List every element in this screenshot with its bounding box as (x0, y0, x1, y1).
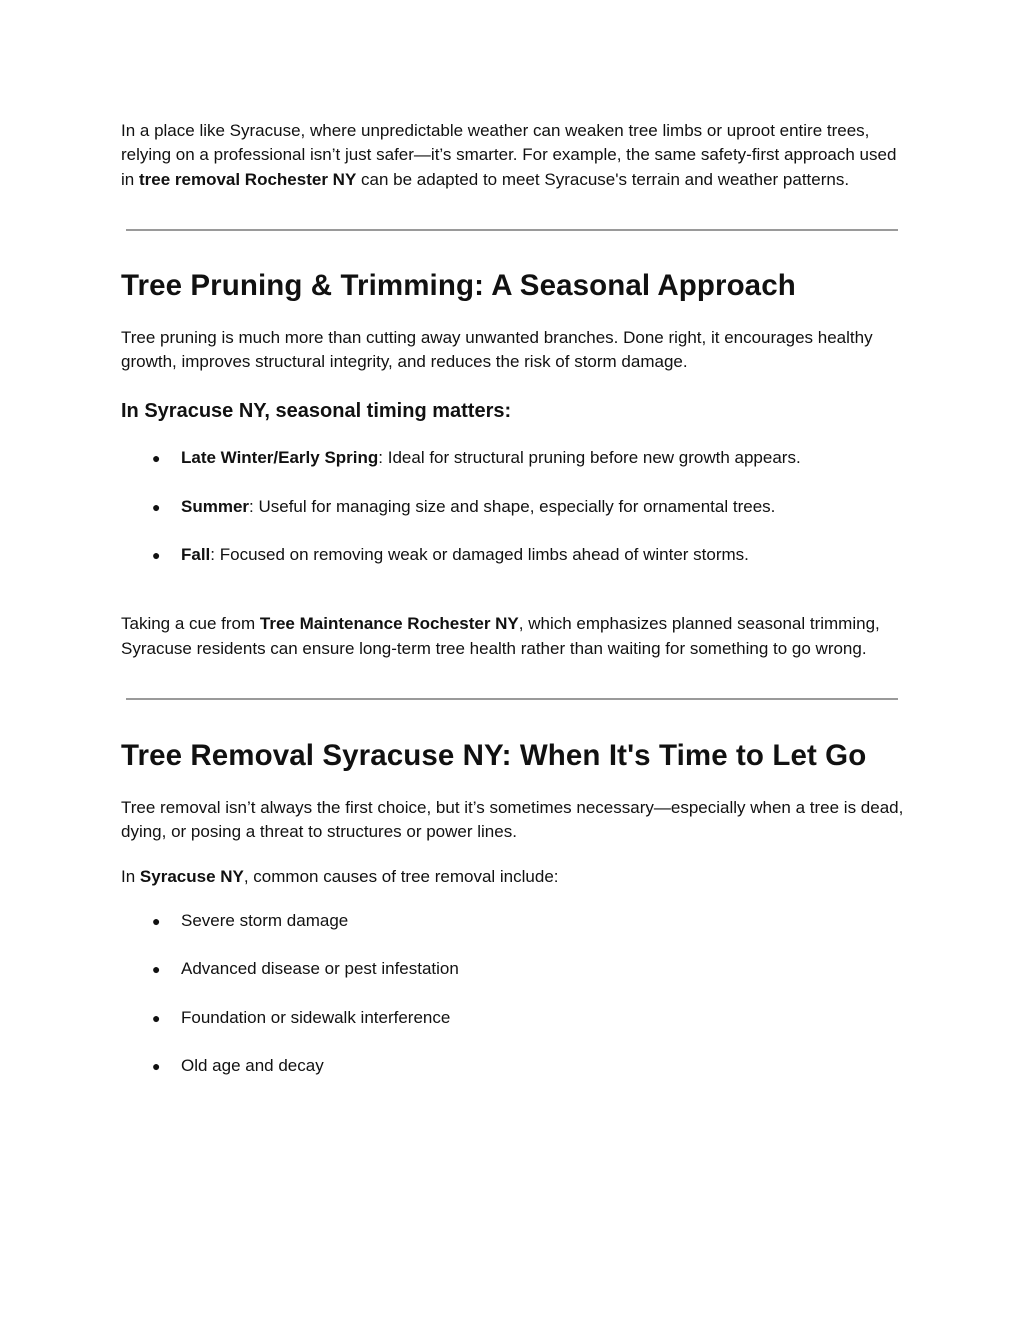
list-item (121, 495, 905, 519)
bullet-icon: ● (152, 1009, 161, 1026)
closing-bold-link-text: Tree Maintenance Rochester NY (259, 614, 519, 634)
bullet-icon: ● (152, 1058, 161, 1075)
removal-heading: Tree Removal Syracuse NY: When It's Time to Let Go (121, 739, 867, 773)
bullet-icon: ● (152, 450, 161, 467)
removal-lead-paragraph (121, 865, 905, 889)
removal-paragraph: Tree removal isn’t always the first choice, but it’s sometimes necessary—especially when a tree is dead, dying, or posing a threat to structures or power lines. (121, 798, 904, 842)
intro-bold-link-text: tree removal Rochester NY (138, 169, 357, 189)
list-item-text: Advanced disease or pest infestation (181, 959, 459, 979)
list-item-term: Fall (181, 545, 211, 565)
bullet-icon: ● (152, 547, 161, 564)
bullet-icon: ● (152, 498, 161, 515)
bullet-icon: ● (152, 912, 161, 929)
list-item-text: : Ideal for structural pruning before new growth appears. (378, 448, 801, 468)
list-item-text: Foundation or sidewalk interference (181, 1007, 451, 1027)
list-item (121, 543, 905, 567)
pruning-bullet-list (121, 446, 905, 567)
section-divider (126, 229, 898, 231)
list-item-term: Late Winter/Early Spring (181, 448, 379, 468)
list-item-term: Summer (181, 496, 250, 516)
pruning-paragraph: Tree pruning is much more than cutting away unwanted branches. Done right, it encourages healthy growth, improves structural integrity, and reduces the risk of storm damage. (121, 327, 873, 372)
lead-text-2: , common causes of tree removal include: (243, 866, 559, 886)
pruning-closing-paragraph (121, 612, 905, 661)
closing-text-2: , which emphasizes planned seasonal trimming, Syracuse residents can ensure long-term tree health rather than waiting for something to go wrong. (121, 614, 880, 658)
list-item (121, 909, 905, 933)
list-item (121, 957, 905, 981)
list-item (121, 1054, 905, 1078)
removal-bullet-list (121, 909, 905, 1079)
list-item-text: Severe storm damage (181, 910, 349, 930)
closing-text-1: Taking a cue from (121, 614, 260, 634)
list-item-text: Old age and decay (181, 1056, 324, 1076)
intro-text-2: can be adapted to meet Syracuse's terrain and weather patterns. (356, 169, 850, 189)
intro-paragraph (121, 119, 905, 192)
document-content (121, 119, 905, 1078)
bullet-icon: ● (152, 961, 161, 978)
list-item-text: : Focused on removing weak or damaged limbs ahead of winter storms. (210, 545, 749, 565)
section-divider (126, 698, 898, 700)
list-item-text: : Useful for managing size and shape, especially for ornamental trees. (249, 496, 776, 516)
pruning-heading: Tree Pruning & Trimming: A Seasonal Approach (121, 268, 796, 302)
list-item (121, 1006, 905, 1030)
list-item (121, 446, 905, 470)
lead-bold-text: Syracuse NY (139, 866, 244, 886)
intro-text-1: In a place like Syracuse, where unpredictable weather can weaken tree limbs or uproot entire trees, relying on a professional isn’t just safer—it’s smarter. For example, the same safety-first approach used in (121, 121, 897, 189)
pruning-subheading: In Syracuse NY, seasonal timing matters: (121, 400, 512, 423)
lead-text-1: In (121, 866, 140, 886)
